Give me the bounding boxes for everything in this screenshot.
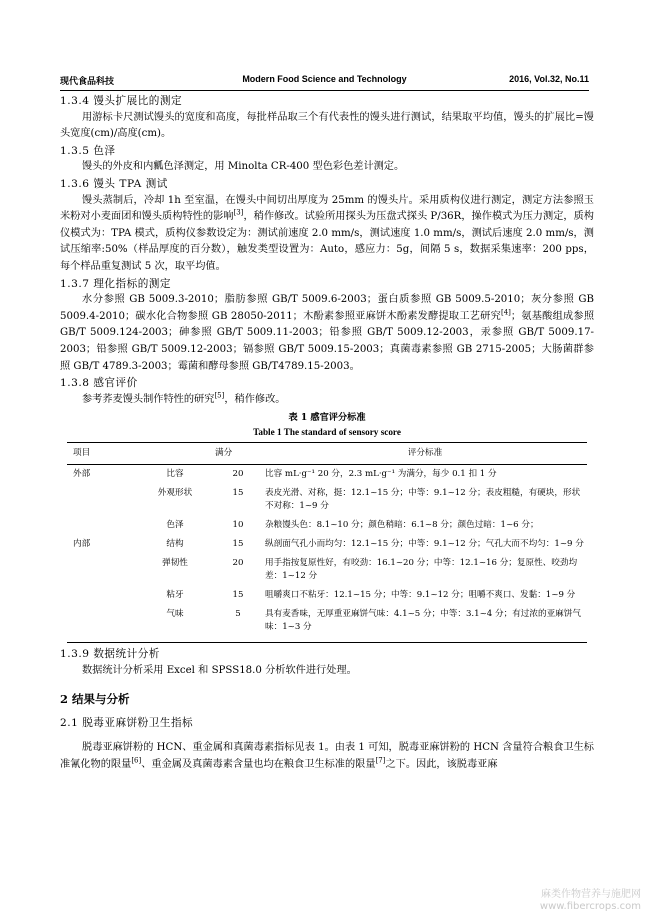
citation: [3] [233,208,244,217]
text-part: 参考荞麦馒头制作特性的研究 [82,393,215,405]
cell-standard: 具有麦香味，无厚重亚麻饼气味：4.1~5 分；中等：3.1~4 分；有过浓的亚麻饼气味：1~3 分 [263,605,587,643]
cell-item [67,586,137,605]
cell-score: 15 [232,488,244,499]
section-1-3-5-text: 馒头的外皮和内瓤色泽测定，用 Minolta CR-400 型色彩色差计测定。 [82,161,405,173]
section-1-3-7-text [60,292,594,375]
cell-standard: 纵剖面气孔小而均匀：12.1~15 分；中等：9.1~12 分；气孔大而不均匀：1~9 分 [265,539,584,550]
sensory-score-table [67,442,587,643]
watermark-line-cn: 麻类作物营养与施肥网 [541,889,641,900]
citation: [5] [214,391,225,400]
table-row [67,586,587,605]
section-1-3-7-title: 1.3.7 理化指标的测定 [60,277,171,290]
cell-sub: 比容 [166,469,184,480]
text-part: 脱毒亚麻饼粉的 HCN、重金属和真菌毒素指标见表 1。由表 1 可知，脱毒亚麻饼粉的 HCN 含量符合粮食卫生标准氰化物的限量 [60,742,594,770]
journal-name-cn: 现代食品科技 [60,76,115,86]
section-2-1-text [60,740,594,773]
cell-sub: 气味 [137,605,213,643]
section-1-3-9-title: 1.3.9 数据统计分析 [60,648,160,661]
section-2-1-title: 2.1 脱毒亚麻饼粉卫生指标 [60,717,194,730]
cell-standard: 杂粮馒头色：8.1~10 分；颜色稍暗：6.1~8 分；颜色过暗：1~6 分； [265,520,539,531]
table-row [67,465,587,485]
cell-item [67,554,137,586]
table-row [67,516,587,535]
cell-sub: 色泽 [166,520,184,531]
journal-issue: 2016, Vol.32, No.11 [509,74,589,84]
table-row [67,535,587,554]
cell-score: 20 [232,469,244,480]
header-score: 满分 [213,443,263,465]
text-part: ，稍作修改。试验所用探头为压盘式探头 P/36R，操作模式为压力测定，质构仪模式为：TPA 模式，质构仪参数设定为：测试前速度 2.0 mm/s，测试速度 1.0 mm/s，测试后速度 2.0 mm/s，测试压缩率:50%（样品厚度的百分数），触发类型设置为：Auto，感应力：5g，间隔 5 s，数据采集速率：200 pps，每个样品重复测试 5 次，取平均值。 [60,211,594,272]
text-part: 之下。因此，该脱毒亚麻 [385,758,498,770]
cell-score: 15 [232,539,244,550]
header-standard: 评分标准 [263,443,587,465]
table-header-row [67,443,587,465]
page-body [60,93,594,773]
section-1-3-9-text: 数据统计分析采用 Excel 和 SPSS18.0 分析软件进行处理。 [82,664,357,676]
section-1-3-6-text [60,193,594,276]
section-1-3-5-title: 1.3.5 色泽 [60,144,116,157]
cell-standard: 比容 mL·g⁻¹ 20 分，2.3 mL·g⁻¹ 为满分，每少 0.1 扣 1 分 [265,469,497,480]
table-row [67,484,587,516]
header-rule [60,90,589,91]
running-header [60,74,589,90]
citation: [6] [131,756,142,765]
text-part: 、重金属及真菌毒素含量也均在粮食卫生标准的限量 [141,758,376,770]
header-sub [137,443,213,465]
cell-sub: 粘牙 [166,590,184,601]
citation: [7] [375,756,386,765]
cell-standard: 咀嚼爽口不粘牙：12.1~15 分；中等：9.1~12 分；咀嚼不爽口、发黏：1~9 分 [265,590,576,601]
cell-score: 15 [232,590,244,601]
cell-standard: 用手指按复原性好，有咬劲：16.1~20 分；中等：12.1~16 分；复原性、咬劲均差：1~12 分 [265,558,578,582]
section-2-title: 2 结果与分析 [60,692,130,707]
table-row [67,605,587,643]
section-1-3-8-title: 1.3.8 感官评价 [60,377,138,390]
cell-item [67,605,137,643]
section-1-3-8-text [60,392,594,409]
watermark-line-url: www.fibercrops.com [539,901,641,912]
journal-name-en: Modern Food Science and Technology [242,74,407,84]
text-part: 水分参照 GB 5009.3-2010；脂肪参照 GB/T 5009.6-2003；蛋白质参照 GB 5009.5-2010；灰分参照 GB 5009.4-2010；碳水化合物参照 GB 28050-2011；木酚素参照亚麻饼木酚素发酵提取工艺研究 [60,294,594,322]
table-caption-en: Table 1 The standard of sensory score [253,427,401,438]
cell-item: 外部 [73,469,91,480]
cell-standard: 表皮光滑、对称，挺：12.1~15 分；中等：9.1~12 分；表皮粗糙，有硬块，形状不对称：1~9 分 [265,488,581,512]
header-item: 项目 [67,443,137,465]
cell-score: 5 [213,605,263,643]
cell-score: 20 [232,558,244,569]
section-1-3-4-text: 用游标卡尺测试馒头的宽度和高度，每批样品取三个有代表性的馒头进行测试，结果取平均值，馒头的扩展比=馒头宽度(cm)/高度(cm)。 [60,111,594,140]
text-part: 馒头蒸制后，冷却 1h 至室温，在馒头中间切出厚度为 25mm 的馒头片。采用质构仪进行测定，测定方法参照玉米粉对小麦面团和馒头质构特性的影响 [60,194,594,223]
cell-item [67,484,137,516]
text-part: ，稍作修改。 [224,393,286,405]
cell-sub: 结构 [166,539,184,550]
site-watermark [540,889,641,913]
cell-item: 内部 [73,539,91,550]
cell-item [67,516,137,535]
section-1-3-4-title: 1.3.4 馒头扩展比的测定 [60,95,183,107]
table-row [67,554,587,586]
section-1-3-6-title: 1.3.6 馒头 TPA 测试 [60,177,168,190]
citation: [4] [500,308,511,317]
cell-sub: 弹韧性 [162,558,188,569]
cell-score: 10 [232,520,244,531]
table-caption-cn: 表 1 感官评分标准 [288,412,366,424]
cell-sub: 外观形状 [157,488,193,499]
text-part: ；氨基酸组成参照 GB/T 5009.124-2003；砷参照 GB/T 5009.11-2003；铅参照 GB/T 5009.12-2003，汞参照 GB/T 5009.17-2003；铅参照 GB/T 5009.12-2003；镉参照 GB/T 5009.15-2003；真菌毒素参照 GB 2715-2005；大肠菌群参照 GB/T 4789.3-2003；霉菌和酵母参照 GB/T4789.15-2003。 [60,310,595,372]
